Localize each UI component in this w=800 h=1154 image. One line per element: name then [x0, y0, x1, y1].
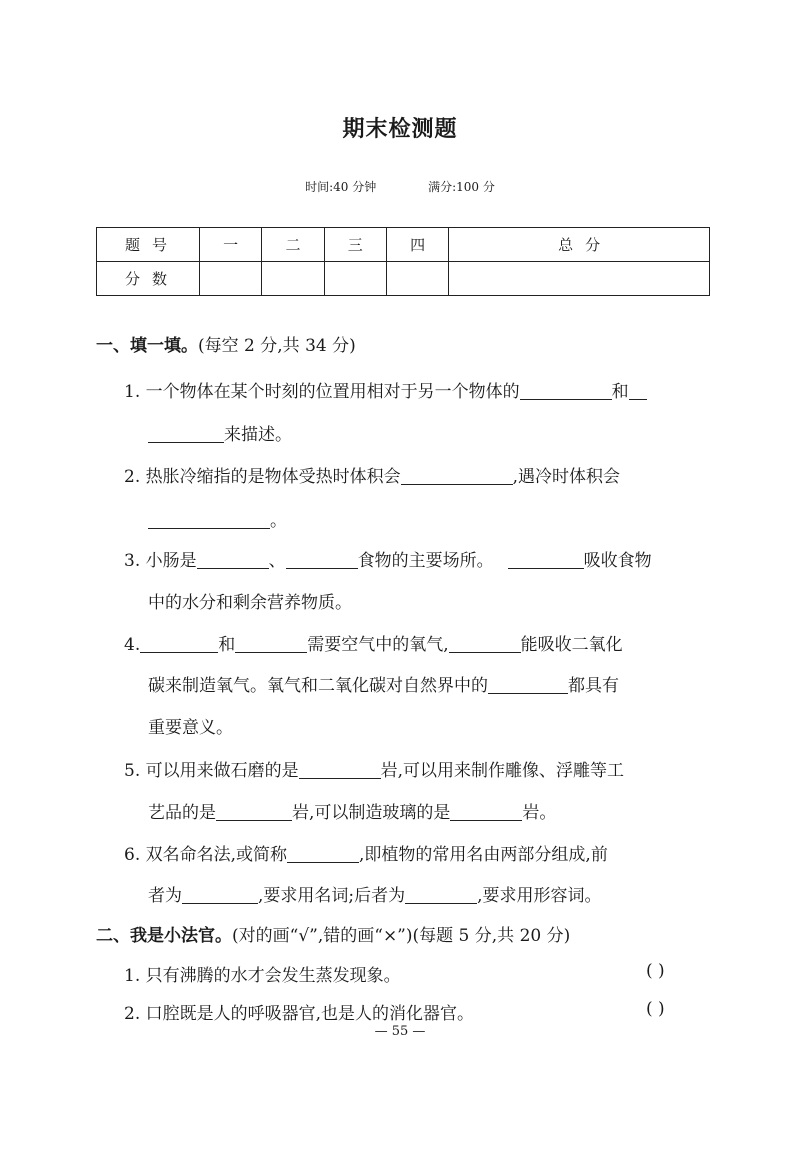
answer-blank[interactable] — [488, 675, 568, 694]
answer-blank[interactable] — [405, 885, 477, 904]
question-5-line-1: 5. 可以用来做石磨的是 岩,可以用来制作雕像、浮雕等工 — [124, 761, 625, 781]
question-2-line-2: 。 — [148, 506, 287, 531]
answer-blank[interactable] — [401, 466, 513, 485]
answer-blank[interactable] — [140, 634, 218, 653]
score-input-cell[interactable] — [324, 262, 386, 296]
answer-parentheses[interactable]: ( ) — [646, 999, 665, 1019]
score-cell: 分数 — [97, 262, 200, 296]
exam-meta — [0, 178, 800, 195]
score-input-cell[interactable] — [386, 262, 448, 296]
question-4-line-1: 4. 和 需要空气中的氧气, 能吸收二氧化 — [124, 635, 623, 655]
question-2-line-1: 2. 热胀冷缩指的是物体受热时体积会 ,遇冷时体积会 — [124, 467, 621, 487]
question-1-line-1: 1. 一个物体在某个时刻的位置用相对于另一个物体的 和 — [124, 377, 647, 402]
score-cell: 一 — [200, 228, 262, 262]
judgement-question-2: 2. 口腔既是人的呼吸器官,也是人的消化器官。 — [124, 1004, 475, 1024]
answer-blank[interactable] — [197, 550, 269, 569]
score-input-cell[interactable] — [200, 262, 262, 296]
page-title: 期末检测题 — [342, 117, 458, 142]
question-3-line-1: 3. 小肠是 、 食物的主要场所。 吸收食物 — [124, 551, 652, 571]
question-3-line-2: 中的水分和剩余营养物质。 — [148, 593, 352, 613]
answer-blank[interactable] — [216, 802, 292, 821]
answer-blank[interactable] — [148, 510, 270, 529]
score-cell: 总分 — [449, 228, 710, 262]
score-cell: 题号 — [97, 228, 200, 262]
full-score: 满分:100 分 — [428, 180, 495, 194]
page-number: — 55 — — [374, 1024, 426, 1039]
answer-blank[interactable] — [508, 550, 584, 569]
answer-blank[interactable] — [450, 802, 522, 821]
question-6-line-2: 者为 ,要求用名词;后者为 ,要求用形容词。 — [148, 886, 602, 906]
score-table — [96, 227, 710, 296]
answer-blank[interactable] — [449, 634, 521, 653]
score-table-header-row — [97, 228, 710, 262]
answer-blank[interactable] — [148, 424, 224, 443]
answer-blank[interactable] — [182, 885, 258, 904]
answer-blank[interactable] — [286, 550, 358, 569]
answer-blank[interactable] — [299, 760, 381, 779]
question-1-line-2: 来描述。 — [148, 420, 292, 445]
answer-parentheses[interactable]: ( ) — [646, 961, 665, 981]
question-4-line-3: 重要意义。 — [148, 718, 233, 738]
answer-blank[interactable] — [287, 844, 359, 863]
score-input-cell[interactable] — [262, 262, 324, 296]
answer-blank[interactable] — [235, 634, 307, 653]
time-limit: 时间:40 分钟 — [305, 180, 377, 194]
section-2-heading: 二、我是小法官。(对的画“√”,错的画“×”)(每题 5 分,共 20 分) — [96, 926, 571, 946]
answer-blank[interactable] — [629, 381, 647, 400]
question-4-line-2: 碳来制造氧气。氧气和二氧化碳对自然界中的 都具有 — [148, 676, 619, 696]
score-table-score-row — [97, 262, 710, 296]
question-5-line-2: 艺品的是 岩,可以制造玻璃的是 岩。 — [148, 803, 557, 823]
answer-blank[interactable] — [520, 381, 612, 400]
score-cell: 三 — [324, 228, 386, 262]
question-6-line-1: 6. 双名命名法,或简称 ,即植物的常用名由两部分组成,前 — [124, 845, 608, 865]
score-cell: 二 — [262, 228, 324, 262]
section-1-heading: 一、填一填。(每空 2 分,共 34 分) — [96, 336, 356, 356]
judgement-question-1: 1. 只有沸腾的水才会发生蒸发现象。 — [124, 966, 401, 986]
score-cell: 四 — [386, 228, 448, 262]
score-input-cell[interactable] — [449, 262, 710, 296]
